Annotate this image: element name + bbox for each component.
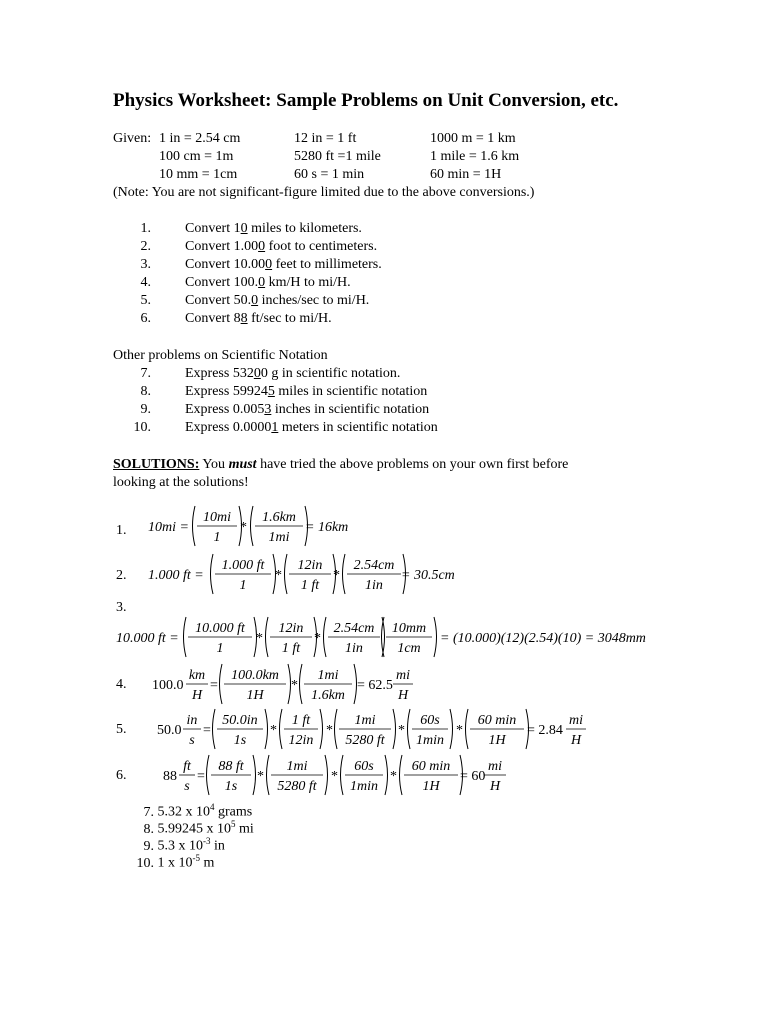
sci-answer-exponent: 4	[210, 802, 215, 812]
equation-text: 1 ft	[300, 578, 320, 593]
given-item: 1000 m = 1 km	[430, 131, 516, 146]
sci-answer-number: 7.	[143, 804, 154, 820]
equation-text: H	[489, 779, 501, 794]
sci-answer-exponent: -5	[192, 853, 200, 863]
solutions-text: You	[199, 457, 229, 472]
equation-text: 1mi	[286, 759, 308, 774]
equation-text: mi	[488, 759, 502, 774]
problem-text-part: Convert 8	[185, 311, 241, 326]
equation-text: 1mi	[317, 668, 339, 683]
equation-text: 1	[239, 578, 247, 593]
solution-number: 2.	[116, 568, 127, 583]
given-item: 5280 ft =1 mile	[294, 149, 381, 164]
problem-number: 1.	[140, 221, 151, 236]
multiply-sign: *	[257, 769, 264, 784]
equation-text: =	[210, 678, 218, 693]
sci-answer-unit: grams	[214, 804, 253, 820]
solution-number: 3.	[116, 600, 127, 615]
multiply-sign: *	[270, 723, 277, 738]
problem-text-part: meters in scientific notation	[278, 420, 438, 435]
equation-text: 1mi	[268, 530, 290, 545]
sci-answer	[132, 819, 254, 838]
solutions-must: must	[228, 457, 257, 472]
problem-number: 9.	[140, 402, 151, 417]
equation-text: 1 ft	[281, 641, 301, 656]
equation-text: = 60	[460, 769, 486, 784]
equation-text: 12in	[288, 733, 314, 748]
equation-text: 60s	[354, 759, 374, 774]
sci-answer-base: 5.3 x 10	[157, 838, 203, 854]
equation-text: 1.6km	[311, 688, 345, 703]
significant-digit: 0	[258, 275, 266, 290]
equation-text: H	[191, 688, 203, 703]
multiply-sign: *	[291, 678, 298, 693]
sci-answer-exponent: 5	[231, 819, 236, 829]
left-paren	[213, 709, 216, 749]
sci-answer-number: 10.	[136, 855, 154, 871]
equation-text: 1H	[246, 688, 264, 703]
significant-digit: 0	[251, 293, 259, 308]
sci-answer	[132, 853, 214, 872]
problem-number: 2.	[140, 239, 151, 254]
equation-text: 12in	[278, 621, 304, 636]
equation-text: = 2.84	[527, 723, 563, 738]
equation-text: s	[184, 779, 190, 794]
problem-number: 7.	[140, 366, 151, 381]
equation-text: ft	[183, 759, 191, 774]
equation-text: 10mi	[203, 510, 231, 525]
equation-text: 1.000 ft	[221, 558, 265, 573]
equation-text: 2.54cm	[353, 558, 395, 573]
right-paren	[320, 709, 323, 749]
problem-text-part: Express 59924	[185, 384, 268, 399]
left-paren	[408, 709, 411, 749]
equation-text: mi	[396, 668, 410, 683]
given-item: 1 in = 2.54 cm	[159, 131, 241, 146]
significant-digit: 0	[265, 257, 273, 272]
left-paren	[211, 554, 214, 594]
equation-text: in	[186, 713, 198, 728]
left-paren	[324, 617, 327, 657]
equation-text: 10mi =	[148, 520, 189, 535]
equation-text: = 62.5	[357, 678, 393, 693]
page-title: Physics Worksheet: Sample Problems on Unit Conversion, etc.	[113, 90, 619, 111]
equation-text: 1H	[422, 779, 440, 794]
problem-text-part: Convert 1.00	[185, 239, 259, 254]
equation-text: 2.54cm	[333, 621, 375, 636]
sci-answer-unit: in	[210, 838, 225, 854]
equation-text: 1.6km	[262, 510, 296, 525]
problem-number: 4.	[140, 275, 151, 290]
left-paren	[343, 554, 346, 594]
problem-text-part: miles to kilometers.	[247, 221, 362, 236]
given-item: 1 mile = 1.6 km	[430, 149, 520, 164]
equation-text: 5280 ft	[345, 733, 385, 748]
solution-number: 4.	[116, 677, 127, 692]
multiply-sign: *	[333, 568, 340, 583]
sci-heading: Other problems on Scientific Notation	[113, 348, 328, 363]
equation-text: 1	[216, 641, 224, 656]
multiply-sign: *	[314, 631, 321, 646]
problem-text-part: Express 0.005	[185, 402, 265, 417]
sci-answer-unit: m	[200, 855, 215, 871]
equation-text: 1mi	[354, 713, 376, 728]
left-paren	[466, 709, 469, 749]
equation-text: mi	[569, 713, 583, 728]
problem-text-part: inches/sec to mi/H.	[258, 293, 370, 308]
equation-text: = 30.5cm	[401, 568, 455, 583]
equation-text: 1in	[345, 641, 363, 656]
problem-number: 6.	[140, 311, 151, 326]
equation-text: 5280 ft	[277, 779, 317, 794]
right-paren	[253, 755, 256, 795]
problem-text-part: Express 0.0000	[185, 420, 272, 435]
equation-text: = 16km	[305, 520, 349, 535]
equation-text: 1	[213, 530, 221, 545]
problem-text-part: Express 532	[185, 366, 254, 381]
solutions-text: have tried the above problems on your own first before	[256, 457, 569, 472]
left-paren	[207, 755, 210, 795]
problem-text-part: Convert 100.	[185, 275, 259, 290]
equation-text: 10.000 ft =	[116, 631, 179, 646]
sci-answer	[132, 802, 252, 821]
equation-text: 50.0	[157, 723, 182, 738]
sci-answer-base: 1 x 10	[157, 855, 193, 871]
equation-text: 100.0	[152, 678, 184, 693]
equation-text: 88	[163, 769, 177, 784]
significant-digit: 5	[267, 384, 275, 399]
solution-number: 6.	[116, 768, 127, 783]
given-item: 12 in = 1 ft	[294, 131, 357, 146]
right-paren	[434, 617, 437, 657]
multiply-sign: *	[390, 769, 397, 784]
equation-text: 1s	[224, 779, 238, 794]
problem-text-part: ft/sec to mi/H.	[247, 311, 332, 326]
equation-text: =	[197, 769, 205, 784]
equation-text: H	[397, 688, 409, 703]
problem-number: 10.	[133, 420, 151, 435]
right-paren	[393, 709, 396, 749]
given-item: 60 min = 1H	[430, 167, 502, 182]
sci-answer-exponent: -3	[203, 836, 211, 846]
left-paren	[400, 755, 403, 795]
problem-text-part: Convert 50.	[185, 293, 252, 308]
sci-answer-number: 9.	[143, 838, 154, 854]
problem-text-part: inches in scientific notation	[271, 402, 430, 417]
solution-number: 1.	[116, 523, 127, 538]
left-paren	[300, 664, 303, 704]
left-paren	[341, 755, 344, 795]
multiply-sign: *	[398, 723, 405, 738]
equation-text: 60 min	[477, 713, 517, 728]
equation-text: 1min	[350, 779, 378, 794]
right-paren	[450, 709, 453, 749]
left-paren	[280, 709, 283, 749]
multiply-sign: *	[256, 631, 263, 646]
multiply-sign: *	[275, 568, 282, 583]
significant-digit: 0	[253, 366, 261, 381]
equation-text: = (10.000)(12)(2.54)(10) = 3048mm	[440, 631, 646, 646]
equation-text: 60s	[420, 713, 440, 728]
equation-text: 10.000 ft	[195, 621, 245, 636]
multiply-sign: *	[240, 520, 247, 535]
right-paren	[385, 755, 388, 795]
equation-text: H	[570, 733, 582, 748]
given-item: 60 s = 1 min	[294, 167, 365, 182]
equation-text: 100.0km	[231, 668, 279, 683]
given-item: 100 cm = 1m	[159, 149, 234, 164]
right-paren	[325, 755, 328, 795]
equation-text: 1H	[488, 733, 506, 748]
equation-text: km	[188, 668, 206, 683]
equation-text: 50.0in	[222, 713, 258, 728]
equation-text: 1 ft	[291, 713, 311, 728]
equation-text: 1cm	[397, 641, 421, 656]
equation-text: 12in	[297, 558, 323, 573]
sci-answer-base: 5.32 x 10	[157, 804, 210, 820]
equation-text: s	[189, 733, 195, 748]
left-paren	[184, 617, 187, 657]
equation-text: 1.000 ft =	[148, 568, 204, 583]
significant-digit: 8	[240, 311, 248, 326]
solutions-label: SOLUTIONS:	[113, 457, 200, 472]
equation-text: =	[203, 723, 211, 738]
equation-text: 10mm	[391, 621, 427, 636]
given-item: 10 mm = 1cm	[159, 167, 238, 182]
left-paren	[266, 617, 269, 657]
equation-text: 1in	[365, 578, 383, 593]
problem-text-part: Convert 10.00	[185, 257, 266, 272]
given-label: Given:	[113, 131, 152, 146]
multiply-sign: *	[456, 723, 463, 738]
sci-answer-unit: mi	[235, 821, 254, 837]
multiply-sign: *	[331, 769, 338, 784]
left-paren	[285, 554, 288, 594]
equation-text: 1s	[233, 733, 247, 748]
multiply-sign: *	[326, 723, 333, 738]
problem-number: 8.	[140, 384, 151, 399]
left-paren	[267, 755, 270, 795]
problem-text-part: km/H to mi/H.	[265, 275, 351, 290]
problem-text-part: miles in scientific notation	[274, 384, 428, 399]
left-paren	[220, 664, 223, 704]
left-paren	[193, 506, 196, 546]
problem-text-part: 0 g in scientific notation.	[260, 366, 401, 381]
significant-digit: 0	[258, 239, 266, 254]
problem-text-part: foot to centimeters.	[265, 239, 378, 254]
significant-digit: 0	[240, 221, 248, 236]
right-paren	[265, 709, 268, 749]
given-note: (Note: You are not significant-figure limited due to the above conversions.)	[113, 185, 535, 200]
significant-digit: 3	[264, 402, 272, 417]
problem-text-part: Convert 1	[185, 221, 241, 236]
equation-text: 1min	[416, 733, 444, 748]
problem-number: 5.	[140, 293, 151, 308]
left-paren	[251, 506, 254, 546]
sci-answer	[132, 836, 225, 855]
left-paren	[335, 709, 338, 749]
solution-number: 5.	[116, 722, 127, 737]
problem-number: 3.	[140, 257, 151, 272]
sci-answer-base: 5.99245 x 10	[157, 821, 231, 837]
significant-digit: 1	[271, 420, 279, 435]
equation-text: 88 ft	[218, 759, 244, 774]
sci-answer-number: 8.	[143, 821, 154, 837]
equation-text: 60 min	[411, 759, 451, 774]
problem-text-part: feet to millimeters.	[272, 257, 382, 272]
solutions-line-2: looking at the solutions!	[113, 475, 249, 490]
